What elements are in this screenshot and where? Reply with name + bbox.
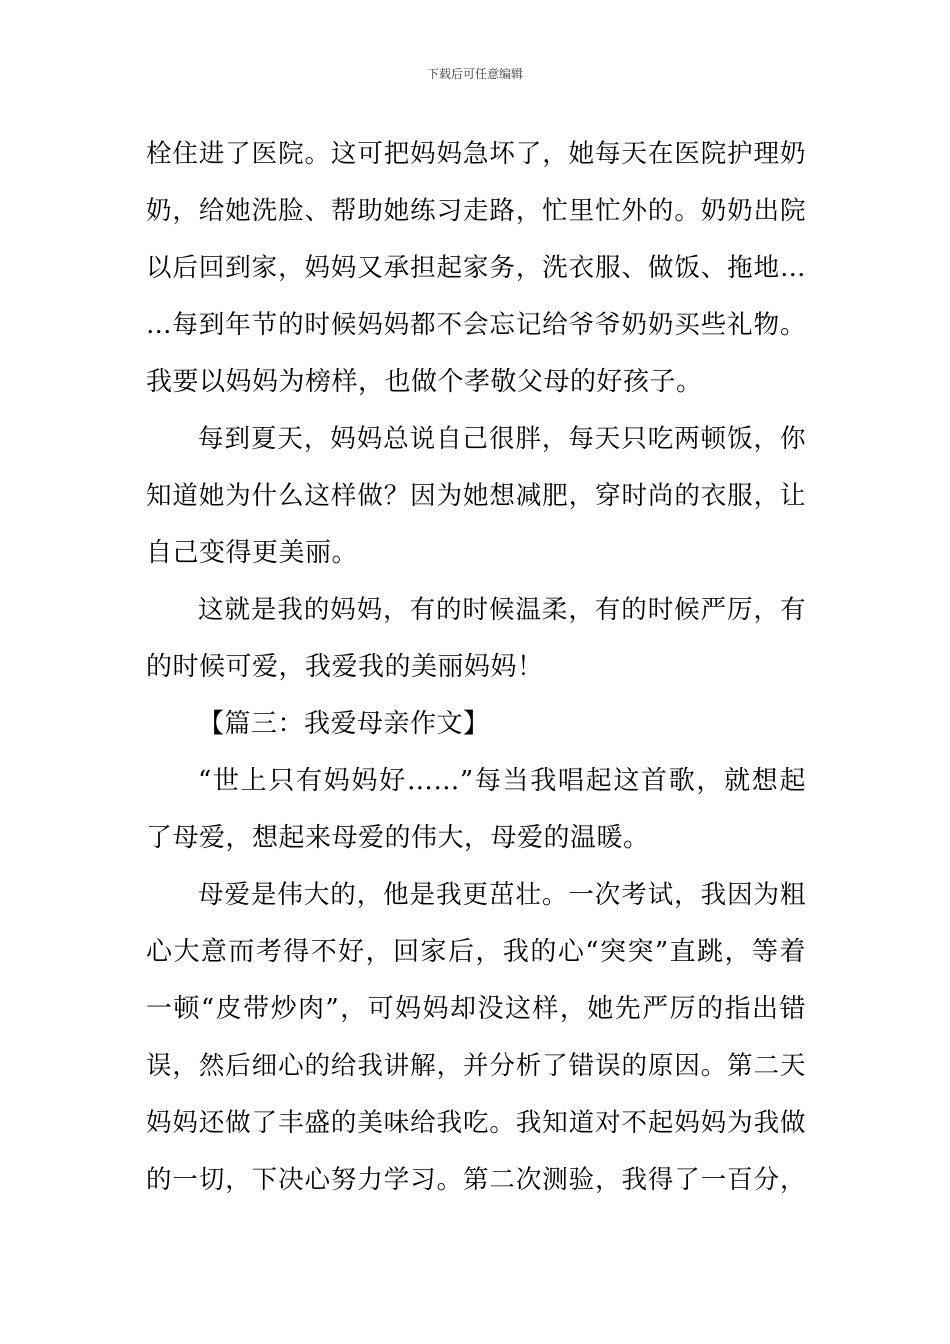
text-line: 每到夏天，妈妈总说自己很胖，每天只吃两顿饭，你 — [198, 424, 806, 454]
text-line: 母爱是伟大的，他是我更茁壮。一次考试，我因为粗 — [198, 880, 806, 910]
text-line: 奶，给她洗脸、帮助她练习走路，忙里忙外的。奶奶出院 — [146, 196, 806, 226]
text-line: 知道她为什么这样做？因为她想减肥，穿时尚的衣服，让 — [146, 481, 806, 511]
text-line: 一顿“皮带炒肉”，可妈妈却没这样，她先严厉的指出错 — [146, 994, 806, 1024]
page-header: 下载后可任意编辑 — [426, 67, 523, 81]
text-line: 栓住进了医院。这可把妈妈急坏了，她每天在医院护理奶 — [146, 139, 806, 169]
text-line: 心大意而考得不好，回家后，我的心“突突”直跳，等着 — [146, 937, 806, 967]
document-body — [146, 126, 806, 1209]
text-line: 【篇三：我爱母亲作文】 — [198, 709, 490, 739]
text-line: …每到年节的时候妈妈都不会忘记给爷爷奶奶买些礼物。 — [146, 310, 806, 340]
text-line: 的一切，下决心努力学习。第二次测验，我得了一百分， — [146, 1165, 806, 1195]
text-line: 误，然后细心的给我讲解，并分析了错误的原因。第二天 — [146, 1051, 806, 1081]
text-line: “世上只有妈妈好……”每当我唱起这首歌，就想起 — [198, 766, 806, 796]
text-line: 自己变得更美丽。 — [146, 538, 359, 568]
text-line: 以后回到家，妈妈又承担起家务，洗衣服、做饭、拖地… — [146, 253, 806, 283]
text-line: 了母爱，想起来母爱的伟大，母爱的温暖。 — [146, 823, 650, 853]
text-line: 的时候可爱，我爱我的美丽妈妈！ — [146, 652, 544, 682]
text-line: 这就是我的妈妈，有的时候温柔，有的时候严厉，有 — [198, 595, 806, 625]
text-line: 我要以妈妈为榜样，也做个孝敬父母的好孩子。 — [146, 367, 703, 397]
text-line: 妈妈还做了丰盛的美味给我吃。我知道对不起妈妈为我做 — [146, 1108, 806, 1138]
